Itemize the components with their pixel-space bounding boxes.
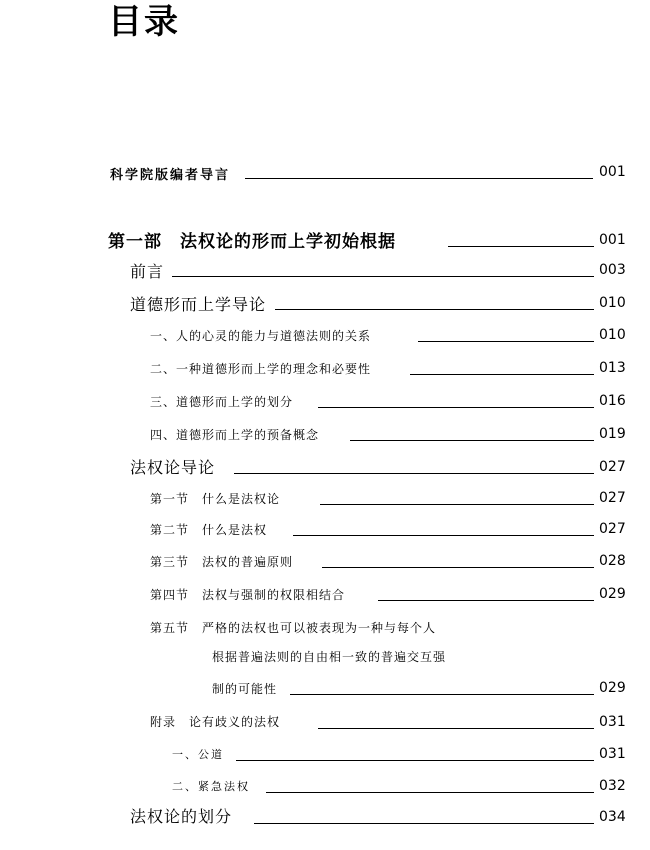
leader-line xyxy=(236,760,594,761)
toc-entry xyxy=(0,485,650,511)
toc-entry xyxy=(0,322,650,348)
toc-entry-label: 科学院版编者导言 xyxy=(110,168,231,183)
toc-entry-label-continued: 根据普遍法则的自由相一致的普遍交互强 xyxy=(212,650,447,664)
toc-entry-multiline xyxy=(0,617,650,703)
toc-entry xyxy=(0,773,650,799)
toc-entry xyxy=(0,452,650,480)
toc-entry-label: 一、人的心灵的能力与道德法则的关系 xyxy=(150,329,372,343)
toc-entry-page: 034 xyxy=(599,809,626,825)
toc-entry-label: 四、道德形而上学的预备概念 xyxy=(150,428,320,442)
leader-line xyxy=(266,792,594,793)
toc-entry-page: 031 xyxy=(599,714,626,730)
leader-line xyxy=(410,374,594,375)
toc-entry-label: 第五节 严格的法权也可以被表现为一种与每个人 xyxy=(150,621,437,635)
leader-line xyxy=(275,309,594,310)
toc-entry-page: 027 xyxy=(599,490,626,506)
toc-entry-page: 028 xyxy=(599,553,626,569)
toc-entry-label: 一、公道 xyxy=(172,748,224,761)
toc-entry-page: 001 xyxy=(599,232,626,248)
toc-entry-label: 法权论的划分 xyxy=(130,807,233,826)
toc-entry-page: 001 xyxy=(599,164,626,180)
toc-entry xyxy=(0,741,650,767)
toc-entry-page: 032 xyxy=(599,778,626,794)
toc-entry-page: 029 xyxy=(599,586,626,602)
toc-entry xyxy=(0,548,650,574)
toc-entry xyxy=(0,709,650,735)
toc-entry xyxy=(0,289,650,317)
leader-line xyxy=(234,473,594,474)
page-title: 目录 xyxy=(108,2,180,42)
leader-line xyxy=(245,178,593,179)
leader-line xyxy=(350,440,594,441)
leader-line xyxy=(254,823,594,824)
toc-entry-label: 第四节 法权与强制的权限相结合 xyxy=(150,588,346,602)
toc-entry-label: 法权论导论 xyxy=(130,458,216,477)
leader-line xyxy=(322,567,594,568)
toc-entry xyxy=(0,801,650,831)
leader-line xyxy=(318,407,594,408)
toc-entry-label: 三、道德形而上学的划分 xyxy=(150,395,294,409)
leader-line xyxy=(448,246,594,247)
toc-entry-page: 031 xyxy=(599,746,626,762)
toc-entry xyxy=(0,224,650,254)
toc-entry-label: 二、一种道德形而上学的理念和必要性 xyxy=(150,362,372,376)
toc-entry-label-continued: 制的可能性 xyxy=(212,682,278,696)
toc-entry-page: 019 xyxy=(599,426,626,442)
toc-entry xyxy=(0,388,650,414)
toc-entry-label: 第三节 法权的普遍原则 xyxy=(150,555,294,569)
toc-entry xyxy=(0,581,650,607)
leader-line xyxy=(320,504,594,505)
leader-line xyxy=(418,341,594,342)
toc-entry xyxy=(0,256,650,284)
toc-entry-page: 016 xyxy=(599,393,626,409)
leader-line xyxy=(290,694,594,695)
toc-entry-page: 013 xyxy=(599,360,626,376)
toc-entry-label: 第一节 什么是法权论 xyxy=(150,492,281,506)
leader-line xyxy=(318,728,594,729)
toc-entry xyxy=(0,421,650,447)
toc-entry-page: 010 xyxy=(599,295,626,311)
toc-entry-label: 二、紧急法权 xyxy=(172,780,250,793)
toc-entry-page: 027 xyxy=(599,521,626,537)
toc-entry-label: 道德形而上学导论 xyxy=(130,295,267,314)
toc-entry-page: 003 xyxy=(599,262,626,278)
leader-line xyxy=(293,535,594,536)
toc-entry-page: 010 xyxy=(599,327,626,343)
toc-entry-label: 第二节 什么是法权 xyxy=(150,523,268,537)
leader-line xyxy=(172,276,594,277)
toc-entry-label: 第一部 法权论的形而上学初始根据 xyxy=(108,232,396,252)
toc-entry-page: 029 xyxy=(599,680,626,696)
toc-entry xyxy=(0,516,650,542)
leader-line xyxy=(378,600,594,601)
toc-entry-page: 027 xyxy=(599,459,626,475)
toc-entry xyxy=(0,160,650,186)
toc-entry-label: 附录 论有歧义的法权 xyxy=(150,715,281,729)
toc-entry xyxy=(0,355,650,381)
toc-entry-label: 前言 xyxy=(130,262,165,281)
